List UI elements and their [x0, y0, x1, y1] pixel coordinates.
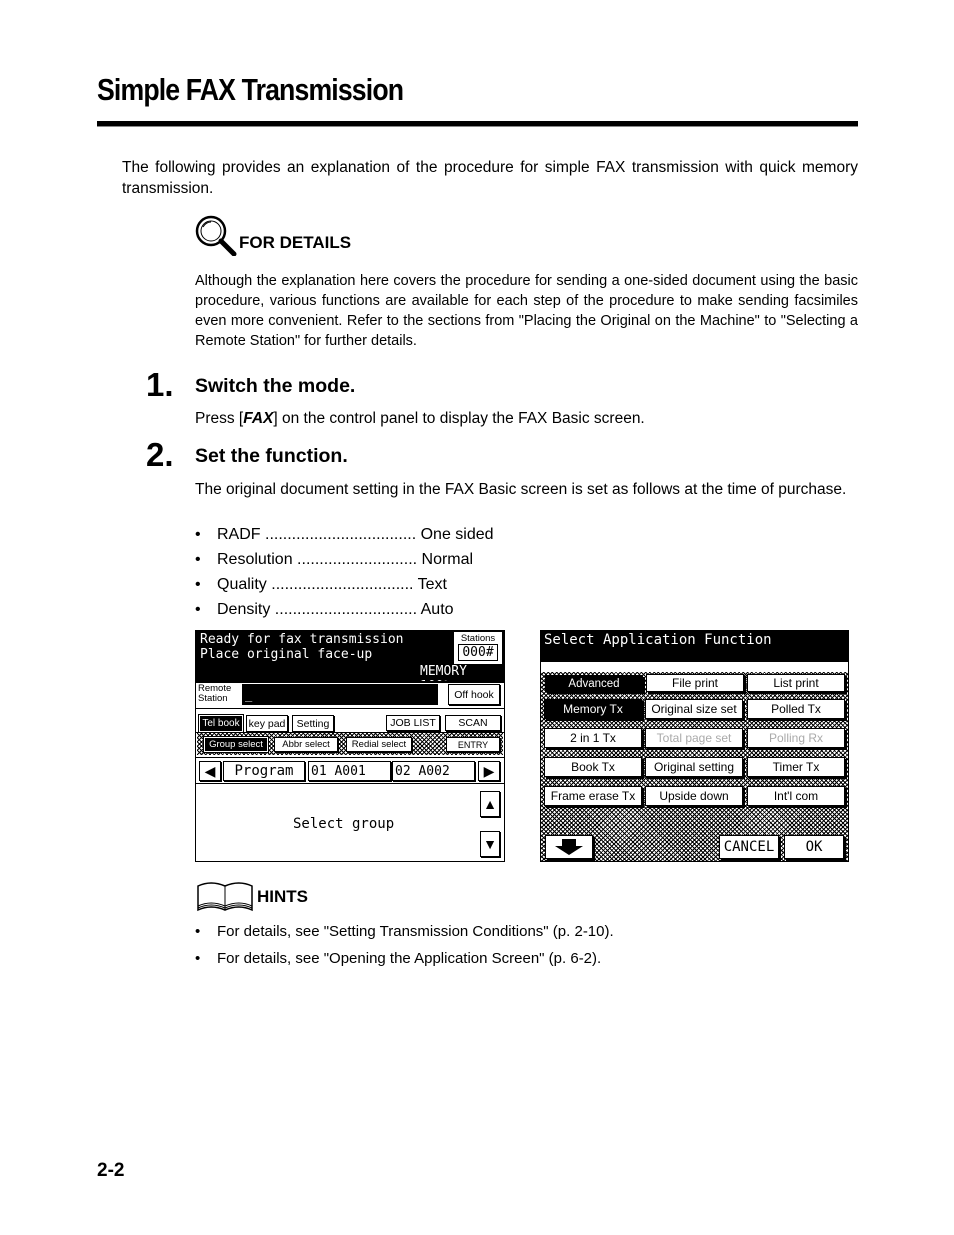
cancel-button[interactable]: CANCEL [719, 835, 779, 859]
back-button[interactable] [545, 835, 593, 859]
page-title: Simple FAX Transmission [97, 72, 404, 107]
entry-button[interactable]: ENTRY [446, 737, 500, 752]
right-arrow-button[interactable] [478, 761, 500, 781]
ok-button[interactable]: OK [784, 835, 844, 859]
for-details-label: FOR DETAILS [239, 233, 352, 252]
remote-station-field[interactable]: _ [242, 684, 438, 705]
book-tx-button[interactable]: Book Tx [544, 757, 642, 777]
file-print-tab[interactable]: File print [646, 674, 744, 692]
magnifier-icon [194, 214, 238, 256]
remote-station-label: Remote Station [198, 683, 232, 704]
step2-number: 2. [146, 436, 174, 473]
stations-box: Stations 000# [454, 632, 502, 664]
fax-basic-screen [195, 630, 505, 862]
left-arrow-icon: ◀ [204, 762, 216, 779]
application-title: Select Application Function [541, 631, 848, 662]
group-select-button[interactable]: Group select [204, 737, 268, 752]
scroll-down-button[interactable] [480, 831, 500, 857]
timer-tx-button[interactable]: Timer Tx [747, 757, 845, 777]
off-hook-button[interactable]: Off hook [448, 684, 500, 705]
tel-book-tab[interactable]: Tel book [199, 715, 243, 732]
status-bar [196, 631, 504, 681]
total-page-set-button[interactable]: Total page set [645, 728, 743, 748]
job-list-button[interactable]: JOB LIST [386, 715, 440, 731]
status-line-2: Place original face-up [200, 647, 373, 662]
a002-button[interactable]: 02 A002 [392, 761, 475, 781]
hints-label: HINTS [257, 887, 308, 906]
intl-com-button[interactable]: Int'l com [747, 786, 845, 806]
scan-button[interactable]: SCAN [445, 715, 501, 731]
setting-tab[interactable]: Setting [292, 715, 334, 732]
application-screen [540, 630, 849, 862]
step1-number: 1. [146, 366, 174, 403]
down-arrow-icon: ▼ [483, 836, 497, 852]
step1-heading: Switch the mode. [195, 375, 356, 397]
abbr-select-button[interactable]: Abbr select [274, 737, 338, 752]
step1-text: Press [FAX] on the control panel to display the FAX Basic screen. [195, 410, 645, 427]
memory-indicator: MEMORY [420, 664, 467, 679]
title-rule [97, 121, 858, 127]
step2-text: The original document setting in the FAX Basic screen is set as follows at the time of purchase. [195, 481, 847, 498]
select-group-message: Select group [293, 816, 395, 832]
original-size-set-button[interactable]: Original size set [645, 699, 743, 719]
intro-paragraph: The following provides an explanation of the procedure for simple FAX transmission with quick memory transmission. [122, 159, 858, 197]
polled-tx-button[interactable]: Polled Tx [747, 699, 845, 719]
page-number: 2-2 [97, 1160, 125, 1181]
list-print-tab[interactable]: List print [747, 674, 845, 692]
a001-button[interactable]: 01 A001 [308, 761, 391, 781]
status-line-1: Ready for fax transmission [200, 632, 404, 647]
program-button[interactable]: Program [223, 761, 305, 781]
polling-rx-button[interactable]: Polling Rx [747, 728, 845, 748]
scroll-up-button[interactable] [480, 791, 500, 817]
right-arrow-icon: ▶ [483, 762, 495, 779]
for-details-text: Although the explanation here covers the procedure for sending a one-sided document using the basic procedure, various functions are available for each step of the procedure to make sending facsimiles even more convenient. Refer to the sections from "Placing the Original on the Machine" to "Selecting a Remote Station" for further details. [195, 273, 858, 349]
advanced-tab[interactable]: Advanced [545, 675, 643, 692]
down-arrow-icon [554, 839, 584, 855]
original-setting-button[interactable]: Original setting [645, 757, 743, 777]
up-arrow-icon: ▲ [483, 796, 497, 812]
key-pad-tab[interactable]: key pad [246, 715, 288, 732]
redial-select-button[interactable]: Redial select [346, 737, 412, 752]
frame-erase-tx-button[interactable]: Frame erase Tx [544, 786, 642, 806]
upside-down-button[interactable]: Upside down [645, 786, 743, 806]
book-icon [196, 880, 254, 914]
step2-heading: Set the function. [195, 445, 348, 467]
left-arrow-button[interactable] [199, 761, 221, 781]
memory-tx-button[interactable]: Memory Tx [544, 699, 642, 719]
2in1-tx-button[interactable]: 2 in 1 Tx [544, 728, 642, 748]
fax-key: FAX [243, 410, 274, 427]
